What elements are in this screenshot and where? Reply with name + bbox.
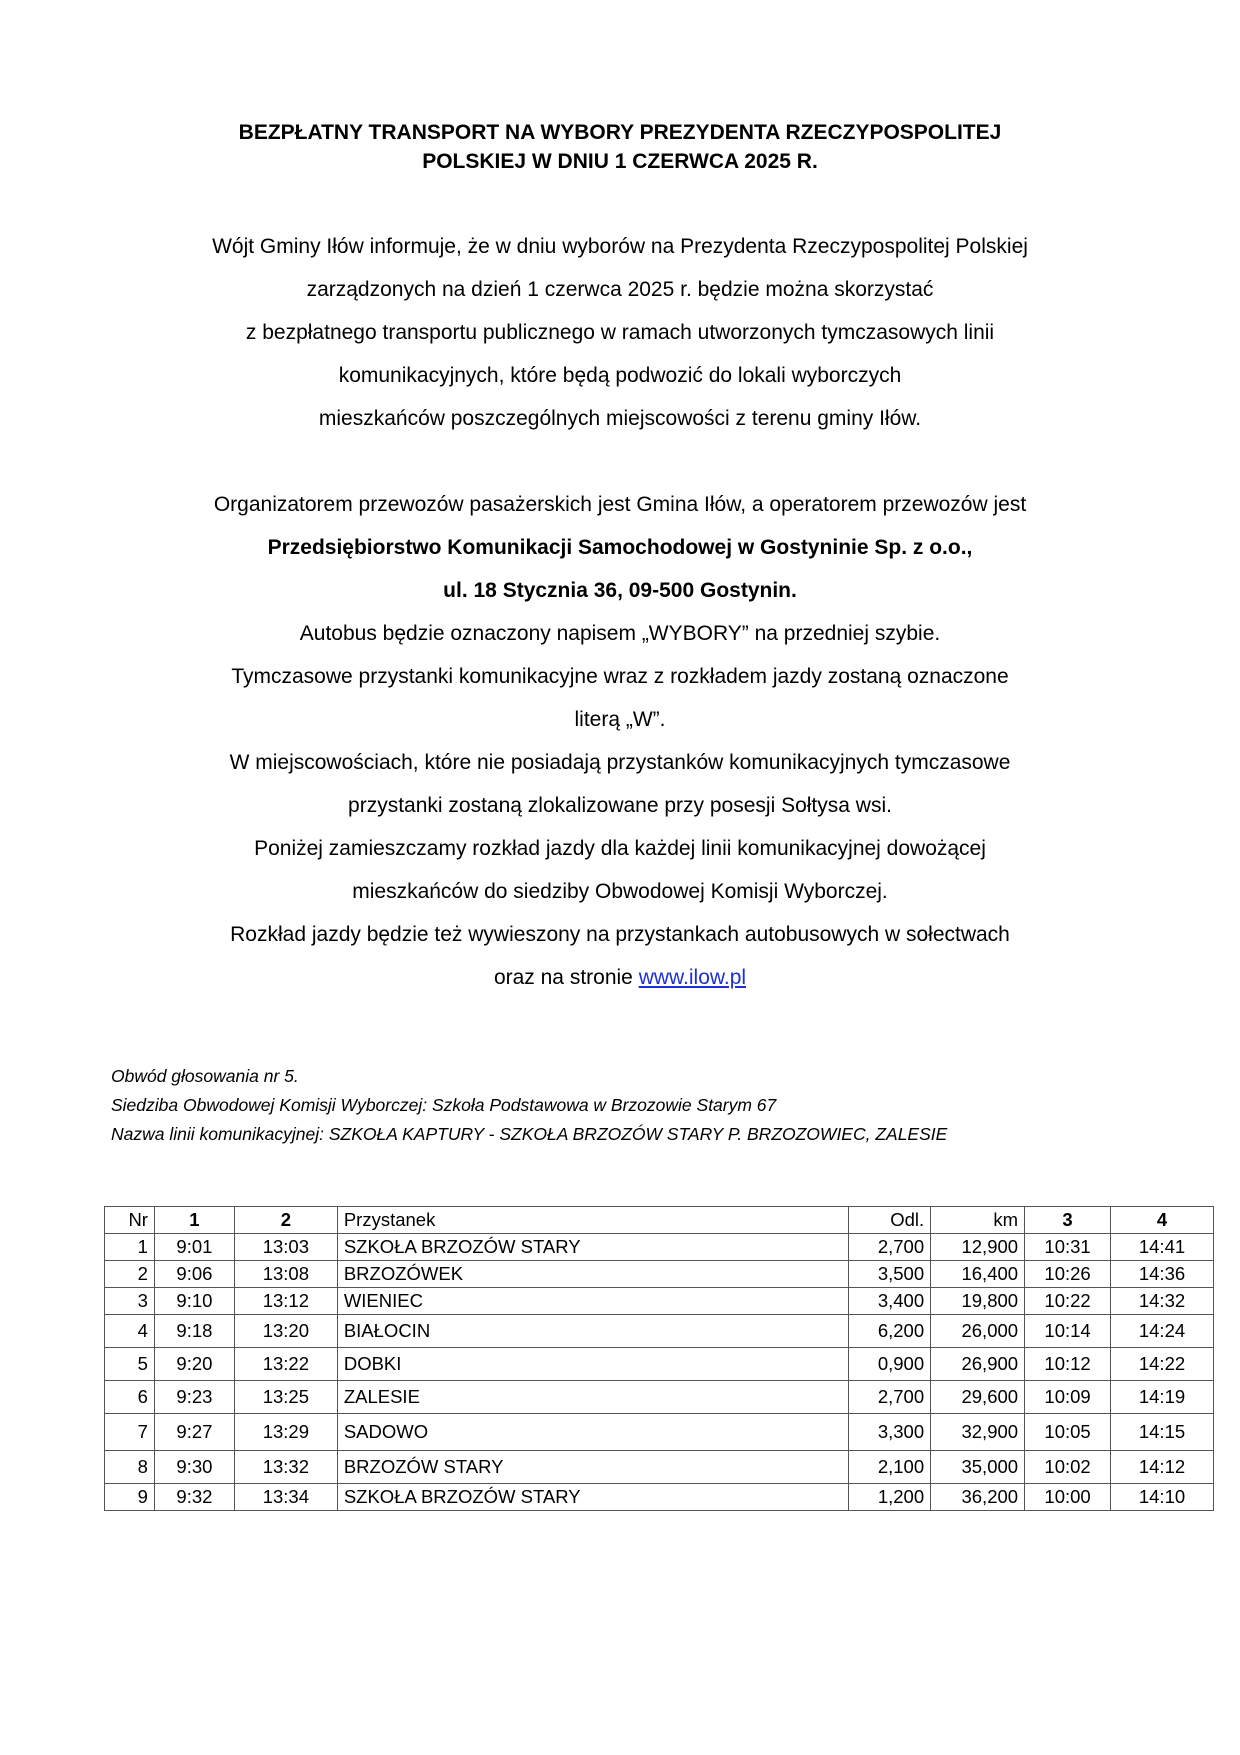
info-line: Rozkład jazdy będzie też wywieszony na przystankach autobusowych w sołectwach xyxy=(230,923,1010,946)
cell-col4: 14:19 xyxy=(1111,1381,1214,1414)
cell-km: 26,900 xyxy=(931,1348,1025,1381)
header-km: km xyxy=(931,1207,1025,1234)
cell-km: 12,900 xyxy=(931,1234,1025,1261)
title-line: POLSKIEJ W DNIU 1 CZERWCA 2025 R. xyxy=(422,150,818,173)
header-col4: 4 xyxy=(1111,1207,1214,1234)
cell-col2: 13:29 xyxy=(234,1414,337,1451)
cell-nr: 4 xyxy=(105,1315,155,1348)
cell-stop: BRZOZÓWEK xyxy=(337,1261,848,1288)
cell-col4: 14:24 xyxy=(1111,1315,1214,1348)
schedule-body xyxy=(105,1234,1214,1511)
cell-col4: 14:36 xyxy=(1111,1261,1214,1288)
header-stop: Przystanek xyxy=(337,1207,848,1234)
document-title xyxy=(100,118,1140,176)
table-row xyxy=(105,1451,1214,1484)
cell-odl: 2,700 xyxy=(849,1234,931,1261)
cell-col2: 13:22 xyxy=(234,1348,337,1381)
cell-stop: SADOWO xyxy=(337,1414,848,1451)
intro-line: zarządzonych na dzień 1 czerwca 2025 r. będzie można skorzystać xyxy=(306,278,934,301)
info-line: przystanki zostaną zlokalizowane przy posesji Sołtysa wsi. xyxy=(348,794,892,817)
table-header-row xyxy=(105,1207,1214,1234)
header-nr: Nr xyxy=(105,1207,155,1234)
cell-col1: 9:20 xyxy=(154,1348,234,1381)
cell-km: 16,400 xyxy=(931,1261,1025,1288)
cell-km: 35,000 xyxy=(931,1451,1025,1484)
operator-paragraph xyxy=(100,483,1140,999)
cell-stop: BRZOZÓW STARY xyxy=(337,1451,848,1484)
cell-nr: 9 xyxy=(105,1484,155,1511)
cell-col3: 10:00 xyxy=(1025,1484,1111,1511)
cell-km: 36,200 xyxy=(931,1484,1025,1511)
cell-col3: 10:12 xyxy=(1025,1348,1111,1381)
cell-col2: 13:03 xyxy=(234,1234,337,1261)
organizer-line: Organizatorem przewozów pasażerskich jest Gmina Iłów, a operatorem przewozów jest xyxy=(213,493,1027,516)
info-line: Tymczasowe przystanki komunikacyjne wraz z rozkładem jazdy zostaną oznaczone xyxy=(231,665,1009,688)
cell-col2: 13:25 xyxy=(234,1381,337,1414)
website-prefix: oraz na stronie xyxy=(493,966,639,989)
cell-col1: 9:30 xyxy=(154,1451,234,1484)
cell-col1: 9:32 xyxy=(154,1484,234,1511)
cell-km: 19,800 xyxy=(931,1288,1025,1315)
cell-col1: 9:06 xyxy=(154,1261,234,1288)
commission-seat: Siedziba Obwodowej Komisji Wyborczej: Szkoła Podstawowa w Brzozowie Starym 67 xyxy=(111,1095,777,1115)
info-line: W miejscowościach, które nie posiadają przystanków komunikacyjnych tymczasowe xyxy=(229,751,1011,774)
intro-line: komunikacyjnych, które będą podwozić do lokali wyborczych xyxy=(338,364,902,387)
cell-odl: 0,900 xyxy=(849,1348,931,1381)
header-col3: 3 xyxy=(1025,1207,1111,1234)
cell-col3: 10:14 xyxy=(1025,1315,1111,1348)
cell-nr: 5 xyxy=(105,1348,155,1381)
cell-col2: 13:08 xyxy=(234,1261,337,1288)
cell-odl: 3,400 xyxy=(849,1288,931,1315)
cell-col1: 9:10 xyxy=(154,1288,234,1315)
intro-line: z bezpłatnego transportu publicznego w ramach utworzonych tymczasowych linii xyxy=(245,321,995,344)
website-link[interactable]: www.ilow.pl xyxy=(638,966,747,989)
cell-odl: 2,100 xyxy=(849,1451,931,1484)
cell-nr: 1 xyxy=(105,1234,155,1261)
intro-line: mieszkańców poszczególnych miejscowości z terenu gminy Iłów. xyxy=(318,407,922,430)
table-row xyxy=(105,1381,1214,1414)
cell-col4: 14:10 xyxy=(1111,1484,1214,1511)
cell-km: 29,600 xyxy=(931,1381,1025,1414)
cell-col1: 9:18 xyxy=(154,1315,234,1348)
cell-col2: 13:12 xyxy=(234,1288,337,1315)
district-number: Obwód głosowania nr 5. xyxy=(111,1066,299,1086)
cell-col4: 14:32 xyxy=(1111,1288,1214,1315)
cell-col4: 14:12 xyxy=(1111,1451,1214,1484)
cell-nr: 6 xyxy=(105,1381,155,1414)
table-row xyxy=(105,1234,1214,1261)
cell-stop: SZKOŁA BRZOZÓW STARY xyxy=(337,1484,848,1511)
cell-stop: WIENIEC xyxy=(337,1288,848,1315)
cell-stop: ZALESIE xyxy=(337,1381,848,1414)
schedule-table xyxy=(104,1206,1214,1511)
cell-nr: 8 xyxy=(105,1451,155,1484)
table-row xyxy=(105,1348,1214,1381)
cell-col2: 13:20 xyxy=(234,1315,337,1348)
cell-col4: 14:15 xyxy=(1111,1414,1214,1451)
cell-col4: 14:22 xyxy=(1111,1348,1214,1381)
cell-stop: DOBKI xyxy=(337,1348,848,1381)
cell-col3: 10:02 xyxy=(1025,1451,1111,1484)
cell-odl: 3,500 xyxy=(849,1261,931,1288)
cell-col2: 13:32 xyxy=(234,1451,337,1484)
cell-odl: 3,300 xyxy=(849,1414,931,1451)
title-line: BEZPŁATNY TRANSPORT NA WYBORY PREZYDENTA RZECZYPOSPOLITEJ xyxy=(238,121,1002,144)
operator-address: ul. 18 Stycznia 36, 09-500 Gostynin. xyxy=(443,579,797,602)
header-col1: 1 xyxy=(154,1207,234,1234)
website-line xyxy=(100,956,1140,999)
district-info xyxy=(111,1062,947,1149)
header-col2: 2 xyxy=(234,1207,337,1234)
cell-col1: 9:27 xyxy=(154,1414,234,1451)
cell-col3: 10:26 xyxy=(1025,1261,1111,1288)
cell-col4: 14:41 xyxy=(1111,1234,1214,1261)
cell-col2: 13:34 xyxy=(234,1484,337,1511)
cell-col3: 10:22 xyxy=(1025,1288,1111,1315)
cell-col3: 10:05 xyxy=(1025,1414,1111,1451)
cell-col3: 10:31 xyxy=(1025,1234,1111,1261)
table-row xyxy=(105,1484,1214,1511)
cell-nr: 2 xyxy=(105,1261,155,1288)
table-row xyxy=(105,1288,1214,1315)
cell-odl: 1,200 xyxy=(849,1484,931,1511)
cell-nr: 3 xyxy=(105,1288,155,1315)
info-line: Poniżej zamieszczamy rozkład jazdy dla każdej linii komunikacyjnej dowożącej xyxy=(254,837,986,860)
cell-stop: SZKOŁA BRZOZÓW STARY xyxy=(337,1234,848,1261)
cell-odl: 6,200 xyxy=(849,1315,931,1348)
table-row xyxy=(105,1414,1214,1451)
cell-stop: BIAŁOCIN xyxy=(337,1315,848,1348)
info-line: Autobus będzie oznaczony napisem „WYBORY” na przedniej szybie. xyxy=(299,622,941,645)
cell-col3: 10:09 xyxy=(1025,1381,1111,1414)
info-line: literą „W”. xyxy=(574,708,666,731)
cell-km: 32,900 xyxy=(931,1414,1025,1451)
table-row xyxy=(105,1261,1214,1288)
cell-col1: 9:23 xyxy=(154,1381,234,1414)
table-row xyxy=(105,1315,1214,1348)
line-name: Nazwa linii komunikacyjnej: SZKOŁA KAPTURY - SZKOŁA BRZOZÓW STARY P. BRZOZOWIEC, ZALESIE xyxy=(111,1124,948,1144)
cell-km: 26,000 xyxy=(931,1315,1025,1348)
info-line: mieszkańców do siedziby Obwodowej Komisji Wyborczej. xyxy=(352,880,888,903)
cell-odl: 2,700 xyxy=(849,1381,931,1414)
operator-name: Przedsiębiorstwo Komunikacji Samochodowej w Gostyninie Sp. z o.o., xyxy=(267,536,973,559)
header-odl: Odl. xyxy=(849,1207,931,1234)
cell-col1: 9:01 xyxy=(154,1234,234,1261)
intro-line: Wójt Gminy Iłów informuje, że w dniu wyborów na Prezydenta Rzeczypospolitej Polskiej xyxy=(212,235,1028,258)
intro-paragraph xyxy=(100,225,1140,440)
cell-nr: 7 xyxy=(105,1414,155,1451)
